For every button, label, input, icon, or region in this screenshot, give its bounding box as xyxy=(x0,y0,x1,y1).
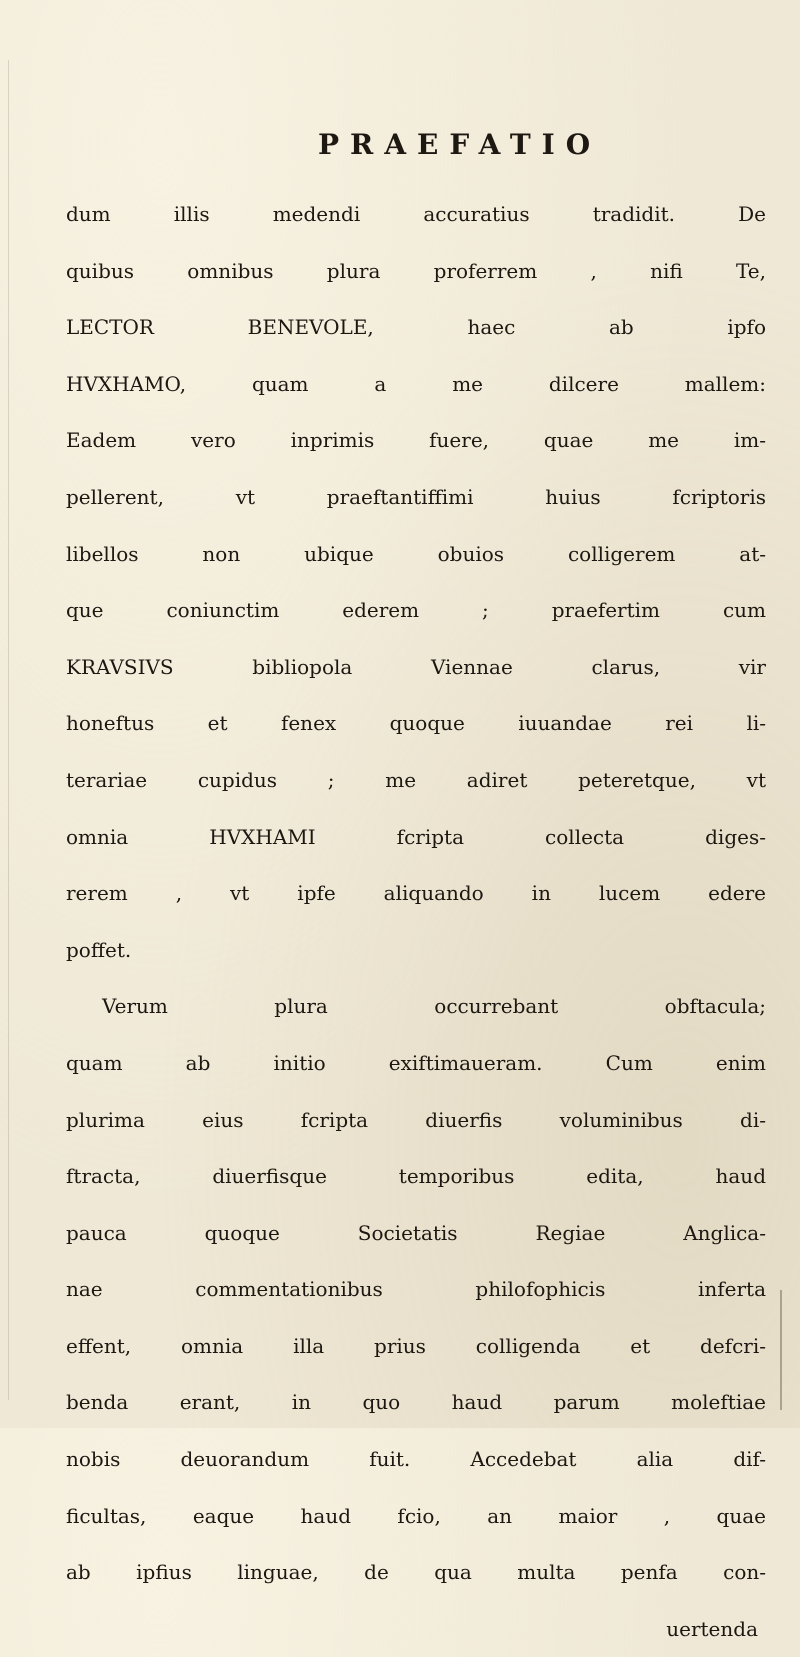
text-line: nobis deuorandum fuit. Accedebat alia dif- xyxy=(66,1447,766,1472)
text-line: Eadem vero inprimis fuere, quae me im- xyxy=(66,428,766,453)
text-line: pellerent, vt praeftantiffimi huius fcriptoris xyxy=(66,484,766,509)
text-line: HVXHAMO, quam a me dilcere mallem: xyxy=(66,371,766,396)
text-line: LECTOR BENEVOLE, haec ab ipfo xyxy=(66,315,766,340)
text-line: KRAVSIVS bibliopola Viennae clarus, vir xyxy=(66,654,766,679)
text-line: benda erant, in quo haud parum moleftiae xyxy=(66,1390,766,1415)
text-line: pauca quoque Societatis Regiae Anglica- xyxy=(66,1220,766,1245)
text-line: ftracta, diuerfisque temporibus edita, haud xyxy=(66,1164,766,1189)
text-line: terariae cupidus ; me adiret peteretque, vt xyxy=(66,767,766,792)
page-edge-shadow xyxy=(780,1290,782,1410)
text-line: omnia HVXHAMI fcripta collecta diges- xyxy=(66,824,766,849)
body-text xyxy=(66,186,766,1657)
text-line: quibus omnibus plura proferrem , nifi Te, xyxy=(66,258,766,283)
paragraph-start-line: Verum plura occurrebant obftacula; xyxy=(102,994,766,1019)
text-line: ficultas, eaque haud fcio, an maior , quae xyxy=(66,1503,766,1528)
text-line: dum illis medendi accuratius tradidit. De xyxy=(66,202,766,226)
text-line: que coniunctim ederem ; praefertim cum xyxy=(66,598,766,623)
text-line: plurima eius fcripta diuerfis voluminibus di- xyxy=(66,1107,766,1132)
text-line: poffet. xyxy=(66,937,132,962)
text-line: effent, omnia illa prius colligenda et defcri- xyxy=(66,1333,766,1358)
text-line: honeftus et fenex quoque iuuandae rei li- xyxy=(66,711,766,736)
text-line: rerem , vt ipfe aliquando in lucem edere xyxy=(66,881,766,906)
text-line: nae commentationibus philofophicis inferta xyxy=(66,1277,766,1302)
text-line: quam ab initio exiftimaueram. Cum enim xyxy=(66,1050,766,1075)
text-line: libellos non ubique obuios colligerem at- xyxy=(66,541,766,566)
text-line: ab ipfius linguae, de qua multa penfa con- xyxy=(66,1560,766,1585)
page-gutter-shadow xyxy=(8,60,9,1400)
running-head: PRAEFATIO xyxy=(318,128,602,161)
catchword: uertenda xyxy=(666,1616,758,1641)
